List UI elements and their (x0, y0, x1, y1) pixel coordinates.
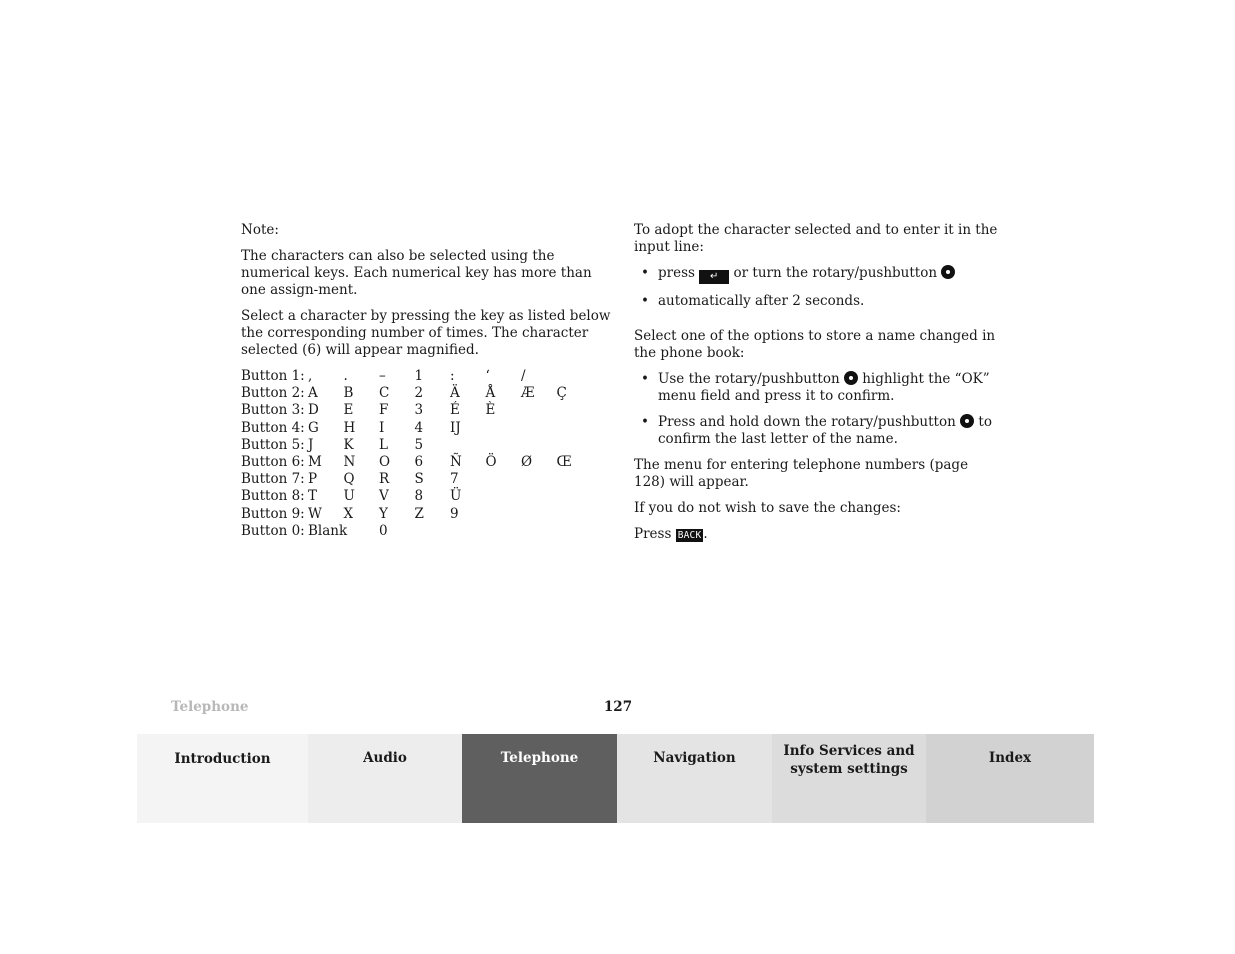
character-cell: Ä (450, 385, 460, 402)
character-cell: M (308, 453, 322, 470)
select-options-intro: Select one of the options to store a name changed in the phone book: (634, 328, 996, 361)
button-label: Button 4: (241, 419, 305, 436)
table-row (241, 368, 592, 385)
character-cell: 1 (414, 368, 424, 384)
tab-index[interactable] (926, 734, 1094, 823)
character-cell: O (379, 453, 391, 470)
table-row (241, 385, 592, 402)
tab-label-line1: Info Services and (783, 743, 915, 759)
rotary-pushbutton-icon (960, 414, 974, 428)
bullet-rotary-text: or turn the rotary/pushbutton (733, 265, 938, 281)
list-item (634, 265, 998, 284)
press-end-period: . (703, 526, 708, 542)
tab-navigation[interactable] (617, 734, 772, 823)
tab-audio[interactable] (308, 734, 462, 823)
character-cell: 0 (379, 522, 388, 539)
character-cell: È (485, 402, 496, 419)
character-cell: S (414, 471, 424, 488)
footer-section-title: Telephone (171, 699, 249, 715)
character-cell: D (308, 402, 319, 419)
character-cell: Å (485, 385, 496, 402)
tab-label-line2: system settings (790, 761, 908, 777)
button-label: Button 7: (241, 471, 305, 488)
chapter-tab-bar (137, 734, 1094, 823)
character-cell: A (308, 385, 318, 402)
note-paragraph-select-character: Select a character by pressing the key as listed below the corresponding number of times. The character selected (6) will appear magnified. (241, 308, 611, 358)
button-label: Button 5: (241, 436, 305, 453)
table-row (241, 506, 592, 523)
character-cell: Ö (485, 453, 497, 470)
character-cell: W (308, 505, 322, 522)
character-cell: : (450, 368, 455, 384)
adopt-options-list (634, 265, 998, 310)
right-column (634, 222, 998, 552)
bullet-press-label: press (658, 265, 695, 281)
character-cell: É (450, 402, 460, 419)
left-column (241, 222, 613, 540)
character-cell: I (379, 419, 385, 436)
table-row (241, 523, 592, 540)
tab-label: Navigation (653, 750, 736, 766)
character-cell: F (379, 402, 389, 419)
press-back-line (634, 526, 998, 543)
character-cell: 7 (450, 471, 459, 488)
note-paragraph-numerical-keys: The characters can also be selected using the numerical keys. Each numerical key has more than one assign-ment. (241, 248, 592, 298)
page-number: 127 (603, 699, 633, 715)
character-cell: 3 (414, 402, 424, 419)
tab-info-services-system-settings[interactable] (772, 734, 926, 823)
button-label: Button 3: (241, 402, 305, 419)
character-cell: 4 (414, 419, 424, 436)
character-cell: . (343, 368, 348, 384)
character-cell: Ñ (450, 453, 462, 470)
character-cell: X (343, 505, 354, 522)
adopt-character-intro: To adopt the character selected and to enter it in the input line: (634, 222, 998, 255)
list-item (634, 414, 998, 448)
character-cell: C (379, 385, 390, 402)
character-cell: – (379, 368, 386, 384)
character-cell: H (343, 419, 356, 436)
character-cell: 6 (414, 453, 424, 470)
table-row (241, 420, 592, 437)
button-label: Button 2: (241, 385, 305, 402)
character-cell: IJ (450, 419, 461, 436)
button-label: Button 9: (241, 505, 305, 522)
character-cell: G (308, 419, 319, 436)
character-cell: 8 (414, 488, 424, 505)
character-cell: Ç (556, 385, 567, 402)
button-label: Button 0: (241, 522, 305, 539)
button-label: Button 1: (241, 368, 305, 384)
tab-label: Telephone (500, 750, 579, 766)
character-cell: R (379, 471, 390, 488)
rotary-pushbutton-icon (941, 265, 955, 279)
character-cell: / (521, 368, 526, 384)
store-options-list (634, 371, 998, 448)
tab-telephone[interactable] (462, 734, 617, 823)
character-cell: K (343, 436, 354, 453)
character-cell: ‘ (485, 368, 490, 384)
bullet-highlight-ok-text: highlight the “OK” menu field and press it to confirm. (658, 371, 990, 404)
list-item (634, 371, 998, 405)
character-cell: Y (379, 505, 388, 522)
tab-introduction[interactable] (137, 734, 308, 823)
character-cell: T (308, 488, 318, 505)
character-cell: 9 (450, 505, 459, 522)
button-label: Button 6: (241, 453, 305, 470)
character-cell: L (379, 436, 388, 453)
character-cell: 2 (414, 385, 424, 402)
character-cell: Z (414, 505, 424, 522)
list-item: • automatically after 2 seconds. (634, 293, 998, 310)
table-row (241, 471, 592, 488)
character-cell: B (343, 385, 354, 402)
bullet-use-rotary-text: Use the rotary/pushbutton (658, 371, 840, 387)
no-save-paragraph: If you do not wish to save the changes: (634, 500, 901, 516)
character-cell: , (308, 368, 313, 384)
enter-key-icon: ↵ (699, 270, 729, 284)
back-key-icon: BACK (677, 530, 702, 541)
bullet-press-hold-text: Press and hold down the rotary/pushbutton (658, 414, 956, 430)
character-cell: Ü (450, 488, 462, 505)
character-cell: 5 (414, 436, 424, 453)
button-label: Button 8: (241, 488, 305, 505)
button-character-table (241, 368, 592, 540)
blank-cell: Blank (308, 522, 348, 539)
character-cell: U (343, 488, 355, 505)
table-row (241, 402, 592, 419)
character-cell: Œ (556, 453, 572, 470)
menu-telephone-numbers-paragraph: The menu for entering telephone numbers (page 128) will appear. (634, 457, 969, 490)
table-row (241, 454, 592, 471)
character-cell: N (343, 453, 356, 470)
character-cell: Ø (521, 453, 533, 470)
tab-label: Audio (363, 750, 407, 766)
character-cell: J (308, 436, 314, 453)
tab-label: Introduction (174, 751, 271, 767)
character-cell: Æ (521, 385, 535, 402)
table-row (241, 437, 592, 454)
tab-label: Index (988, 750, 1032, 766)
rotary-pushbutton-icon (844, 371, 858, 385)
table-row (241, 488, 592, 505)
character-cell: P (308, 471, 318, 488)
press-label: Press (634, 526, 672, 542)
note-heading: Note: (241, 222, 279, 238)
character-cell: E (343, 402, 354, 419)
bullet-confirm-text: to confirm the last letter of the name. (658, 414, 992, 447)
character-cell: V (379, 488, 389, 505)
character-cell: Q (343, 471, 355, 488)
